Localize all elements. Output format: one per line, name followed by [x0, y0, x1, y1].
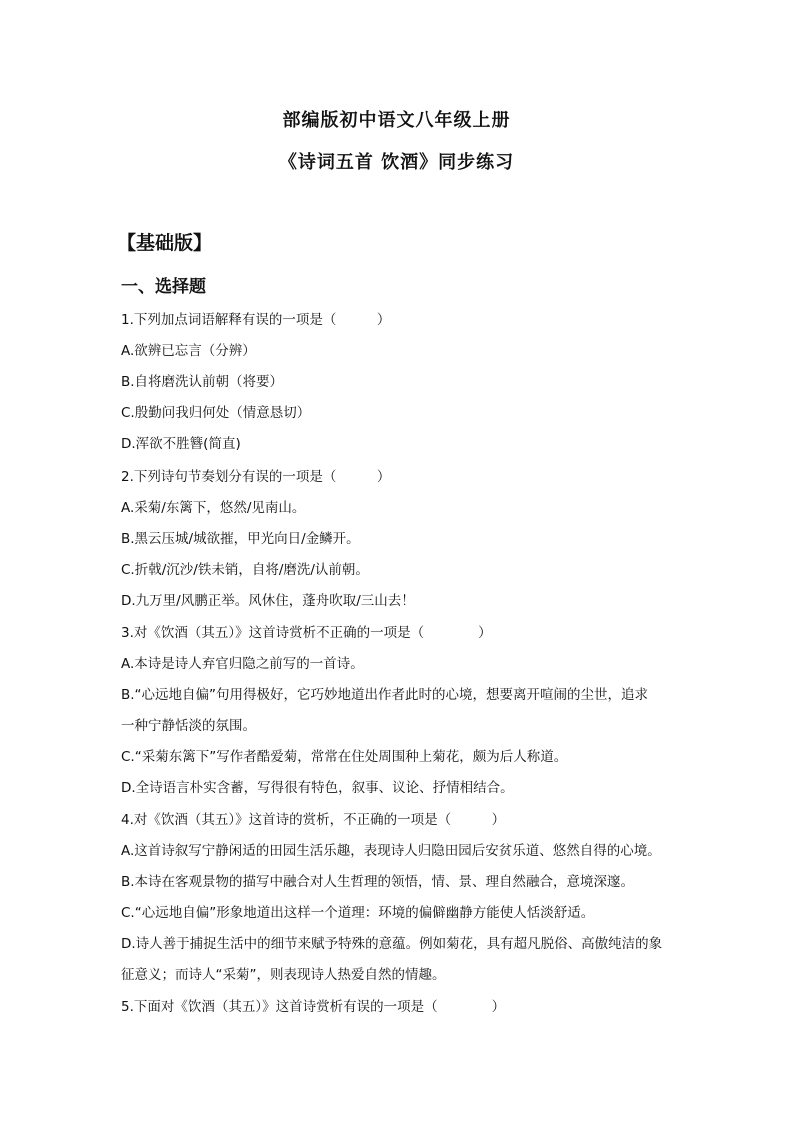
option-line: C.“采菊东篱下”写作者酷爱菊，常常在住处周围种上菊花，颇为后人称道。 [121, 749, 568, 765]
option-line: D.诗人善于捕捉生活中的细节来赋予特殊的意蕴。例如菊花，具有超凡脱俗、高傲纯洁的象 [121, 936, 663, 952]
option-line: B.本诗在客观景物的描写中融合对人生哲理的领悟，情、景、理自然融合，意境深邃。 [121, 874, 635, 890]
option-line: B.黑云压城/城欲摧，甲光向日/金鳞开。 [121, 531, 360, 547]
option-line: A.采菊/东篱下，悠然/见南山。 [121, 500, 306, 516]
version-tag: 【基础版】 [117, 232, 213, 254]
option-line: A.这首诗叙写宁静闲适的田园生活乐趣，表现诗人归隐田园后安贫乐道、悠然自得的心境。 [121, 843, 661, 859]
option-line: D.浑欲不胜簪(简直) [121, 436, 241, 452]
option-line: D.九万里/风鹏正举。风休住，蓬舟吹取/三山去！ [121, 593, 415, 609]
option-line: B.自将磨洗认前朝（将要） [121, 374, 284, 390]
question-line: 2.下列诗句节奏划分有误的一项是（ ） [121, 469, 391, 485]
option-text: A.欲辨已忘言（分辨） [121, 343, 256, 359]
question-line: 1.下列加点词语解释有误的一项是（ ） [121, 312, 391, 328]
question-line: 3.对《饮酒（其五）》这首诗赏析不正确的一项是（ ） [121, 625, 492, 641]
question-line: 5.下面对《饮酒（其五）》这首诗赏析有误的一项是（ ） [121, 999, 506, 1015]
option-line: B.“心远地自偏”句用得极好，它巧妙地道出作者此时的心境，想要离开喧闹的尘世，追求 [121, 687, 649, 703]
option-line: C.“心远地自偏”形象地道出这样一个道理：环境的偏僻幽静方能使人恬淡舒适。 [121, 905, 595, 921]
document-title: 部编版初中语文八年级上册 [282, 110, 511, 131]
option-line [121, 336, 681, 367]
option-line: C.折戟/沉沙/铁未销，自将/磨洗/认前朝。 [121, 562, 369, 578]
section-title: 一、选择题 [121, 277, 206, 297]
option-line-continued: 一种宁静恬淡的氛围。 [121, 718, 256, 734]
option-line-continued: 征意义；而诗人“采菊”，则表现诗人热爱自然的情趣。 [121, 967, 446, 983]
option-line: A.本诗是诗人弃官归隐之前写的一首诗。 [121, 656, 364, 672]
option-line: C.殷勤问我归何处（情意恳切） [121, 405, 311, 421]
document-subtitle: 《诗词五首 饮酒》同步练习 [278, 152, 515, 173]
option-line: D.全诗语言朴实含蓄，写得很有特色，叙事、议论、抒情相结合。 [121, 780, 514, 796]
question-line: 4.对《饮酒（其五）》这首诗的赏析，不正确的一项是（ ） [121, 812, 506, 828]
